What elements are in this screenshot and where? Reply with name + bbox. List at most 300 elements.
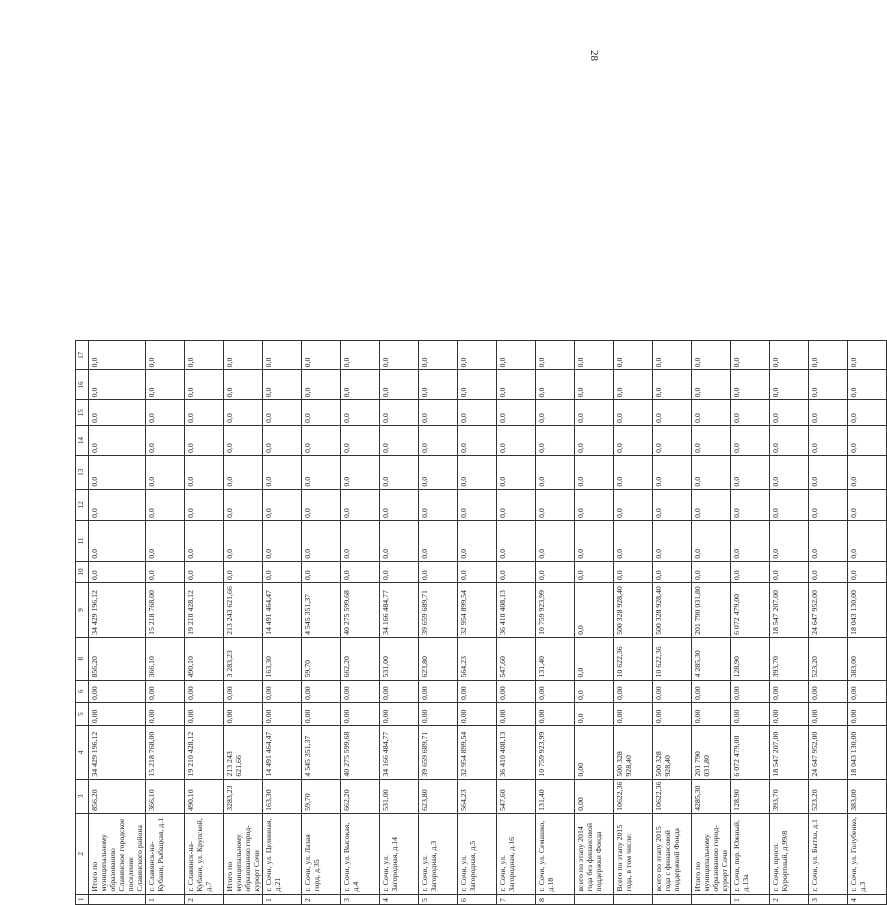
table-cell: 0,0: [575, 341, 614, 370]
table-cell: 4285,30: [692, 779, 731, 813]
table-cell: 0,0: [614, 341, 653, 370]
table-cell: 0,0: [146, 400, 185, 426]
table-cell: 0,0: [224, 489, 263, 520]
header-row: [76, 341, 89, 905]
table-cell: 10 759 923,99: [536, 583, 575, 638]
table-cell: 131,40: [536, 637, 575, 680]
table-cell: 0,0: [614, 521, 653, 562]
table-cell: 662,20: [341, 779, 380, 813]
table-cell: 0,0: [380, 456, 419, 490]
table-cell: 10 622,36: [653, 637, 692, 680]
table-cell: 0,00: [341, 703, 380, 726]
column-number: 16: [76, 370, 89, 400]
table-cell: 19 210 428,12: [185, 583, 224, 638]
table-cell: 523,20: [809, 637, 848, 680]
table-cell: 0,00: [419, 680, 458, 702]
table-cell: 39 659 689,71: [419, 583, 458, 638]
table-cell: 1: [146, 894, 185, 904]
table-cell: 0,0: [809, 521, 848, 562]
table-cell: 0,00: [146, 703, 185, 726]
row-label-cell: всего по этапу 2014 года без финансовой поддержки Фонда: [575, 813, 614, 894]
table-cell: 0,0: [770, 341, 809, 370]
table-cell: 0,0: [89, 521, 146, 562]
table-cell: 0,0: [575, 561, 614, 582]
table-row: [848, 341, 887, 905]
table-cell: 0,0: [341, 400, 380, 426]
table-cell: 213 243 621,66: [224, 583, 263, 638]
table-cell: 39 659 689,71: [419, 726, 458, 779]
table-cell: 0,0: [89, 341, 146, 370]
table-cell: 6: [458, 894, 497, 904]
table-cell: 0,0: [575, 637, 614, 680]
table-cell: 0,00: [458, 680, 497, 702]
table-cell: 0,0: [575, 521, 614, 562]
table-cell: 0,0: [809, 489, 848, 520]
table-cell: [653, 894, 692, 904]
table-cell: 0,00: [146, 680, 185, 702]
table-cell: 36 410 408,13: [497, 583, 536, 638]
table-cell: 2: [770, 894, 809, 904]
table-cell: 500 328 928,40: [653, 583, 692, 638]
table-cell: 0,00: [848, 680, 887, 702]
column-number: 4: [76, 726, 89, 779]
table-cell: 0,0: [89, 561, 146, 582]
table-cell: 366,10: [146, 637, 185, 680]
table-row: [809, 341, 848, 905]
table-cell: 623,80: [419, 779, 458, 813]
table-cell: 0,00: [731, 703, 770, 726]
table-cell: 0,00: [89, 680, 146, 702]
table-cell: 0,0: [497, 341, 536, 370]
table-cell: 0,0: [263, 521, 302, 562]
table-cell: 0,00: [575, 779, 614, 813]
table-cell: 10 759 923,99: [536, 726, 575, 779]
row-label-cell: г. Сочи, ул. Семашко, д.18: [536, 813, 575, 894]
table-cell: 0,0: [302, 456, 341, 490]
table-cell: 0,0: [770, 370, 809, 400]
table-cell: [89, 894, 146, 904]
table-cell: 0,0: [497, 426, 536, 456]
column-number: 11: [76, 521, 89, 562]
table-cell: 0,0: [536, 426, 575, 456]
table-cell: 0,0: [653, 400, 692, 426]
table-row: [575, 341, 614, 905]
table-cell: 0,0: [848, 489, 887, 520]
table-cell: 0,0: [263, 341, 302, 370]
table-cell: 0,0: [692, 456, 731, 490]
table-cell: 0,0: [614, 370, 653, 400]
table-cell: 8: [536, 894, 575, 904]
table-cell: 0,0: [458, 521, 497, 562]
table-cell: 59,70: [302, 637, 341, 680]
table-cell: 0,0: [731, 489, 770, 520]
table-cell: 0,0: [419, 426, 458, 456]
row-label-cell: г. Сочи, ул. Лазая горд, д.35: [302, 813, 341, 894]
table-cell: 383,00: [848, 779, 887, 813]
row-label-cell: всего по этапу 2015 года с финансовой поддержкой Фонда: [653, 813, 692, 894]
table-cell: 34 166 484,77: [380, 726, 419, 779]
table-cell: 0,0: [692, 341, 731, 370]
table-cell: 0,0: [185, 456, 224, 490]
table-cell: 40 275 599,68: [341, 583, 380, 638]
table-cell: 0,0: [614, 456, 653, 490]
table-cell: 0,00: [224, 703, 263, 726]
table-cell: 0,0: [380, 489, 419, 520]
table-cell: 0,00: [575, 726, 614, 779]
table-cell: 0,0: [341, 489, 380, 520]
table-cell: 0,0: [653, 341, 692, 370]
table-row: [263, 341, 302, 905]
table-cell: 0,0: [692, 489, 731, 520]
row-label-cell: г. Сочи, ул. Загородная, д.3: [419, 813, 458, 894]
table-cell: 0,0: [224, 370, 263, 400]
table-cell: 0,0: [731, 521, 770, 562]
table-cell: 1: [731, 894, 770, 904]
row-label-cell: Итого по муниципальному образованию Славянское городское поселение Славянского района: [89, 813, 146, 894]
table-cell: 0,0: [224, 341, 263, 370]
column-number: 13: [76, 456, 89, 490]
table-cell: [575, 894, 614, 904]
row-label-cell: г. Сочи, ул. Голубенко, д.3: [848, 813, 887, 894]
table-cell: 4 285,30: [692, 637, 731, 680]
table-cell: 0,0: [497, 561, 536, 582]
table-cell: 0,0: [263, 370, 302, 400]
column-number: 9: [76, 583, 89, 638]
table-cell: 0,0: [614, 400, 653, 426]
table-cell: 0,0: [770, 426, 809, 456]
rotated-page: [75, 340, 887, 905]
table-cell: 0,00: [380, 680, 419, 702]
table-cell: 0,00: [731, 680, 770, 702]
column-number: 3: [76, 779, 89, 813]
table-cell: 0,0: [536, 400, 575, 426]
table-cell: 0,00: [536, 703, 575, 726]
table-row: [653, 341, 692, 905]
column-number: 1: [76, 894, 89, 904]
table-cell: 4: [380, 894, 419, 904]
table-cell: 0,0: [419, 456, 458, 490]
table-cell: 0,0: [419, 341, 458, 370]
table-cell: 500 328 928,40: [653, 726, 692, 779]
table-cell: [224, 894, 263, 904]
table-row: [770, 341, 809, 905]
table-cell: 0,0: [770, 489, 809, 520]
table-cell: 0,0: [653, 370, 692, 400]
table-cell: 0,0: [263, 400, 302, 426]
table-cell: 547,60: [497, 779, 536, 813]
page-number: 28: [588, 50, 600, 61]
row-label-cell: г. Славянск-на-Кубани, Рыбацкая, д.1: [146, 813, 185, 894]
table-cell: 0,0: [419, 561, 458, 582]
table-cell: 34 429 196,12: [89, 583, 146, 638]
table-cell: 856,20: [89, 637, 146, 680]
table-cell: 0,0: [146, 341, 185, 370]
table-cell: 0,0: [380, 370, 419, 400]
table-cell: 0,0: [302, 561, 341, 582]
table-cell: 0,0: [224, 400, 263, 426]
row-label-cell: г. Сочи, ул. Загородная, д.5: [458, 813, 497, 894]
table-cell: 32 954 899,54: [458, 726, 497, 779]
table-cell: 18 043 130,00: [848, 583, 887, 638]
table-cell: 0,0: [302, 489, 341, 520]
table-cell: 3: [341, 894, 380, 904]
table-cell: 0,00: [89, 703, 146, 726]
table-cell: 4 545 351,37: [302, 583, 341, 638]
table-cell: 490,10: [185, 637, 224, 680]
table-cell: 0,0: [848, 561, 887, 582]
table-cell: 0,0: [89, 456, 146, 490]
table-cell: 0,0: [224, 456, 263, 490]
table-cell: 0,0: [302, 400, 341, 426]
table-cell: 34 429 196,12: [89, 726, 146, 779]
table-cell: 662,20: [341, 637, 380, 680]
table-cell: 0,0: [341, 370, 380, 400]
table-cell: 383,00: [848, 637, 887, 680]
table-cell: 0,0: [809, 456, 848, 490]
table-row: [224, 341, 263, 905]
table-cell: 0,0: [185, 561, 224, 582]
table-cell: 0,00: [653, 680, 692, 702]
table-body: [76, 341, 887, 905]
column-number: 14: [76, 426, 89, 456]
table-cell: 0,0: [653, 561, 692, 582]
table-cell: 0,00: [809, 680, 848, 702]
table-cell: 0,0: [341, 521, 380, 562]
table-cell: 0,0: [692, 426, 731, 456]
table-cell: 0,0: [89, 489, 146, 520]
table-cell: 0,0: [614, 489, 653, 520]
table-cell: 0,0: [185, 400, 224, 426]
table-cell: 0,0: [731, 370, 770, 400]
table-cell: 0,0: [185, 521, 224, 562]
table-cell: 0,0: [146, 426, 185, 456]
table-cell: 0,0: [731, 426, 770, 456]
table-cell: 0,00: [263, 703, 302, 726]
table-cell: 0,0: [419, 521, 458, 562]
table-cell: 0,0: [497, 400, 536, 426]
table-cell: 0,00: [770, 680, 809, 702]
table-cell: 0,0: [809, 370, 848, 400]
table-cell: 0,00: [653, 703, 692, 726]
table-cell: 40 275 599,68: [341, 726, 380, 779]
table-cell: 0,0: [458, 341, 497, 370]
table-cell: 0,0: [497, 456, 536, 490]
table-cell: 15 218 768,00: [146, 583, 185, 638]
table-cell: 34 166 484,77: [380, 583, 419, 638]
table-cell: 0,0: [380, 521, 419, 562]
table-cell: 0,00: [458, 703, 497, 726]
table-cell: 0,00: [848, 703, 887, 726]
table-cell: 0,0: [653, 489, 692, 520]
table-cell: 0,0: [458, 400, 497, 426]
table-cell: 393,70: [770, 637, 809, 680]
table-cell: 0,0: [770, 561, 809, 582]
table-cell: 0,0: [224, 521, 263, 562]
table-row: [89, 341, 146, 905]
table-row: [458, 341, 497, 905]
table-cell: 10 622,36: [614, 637, 653, 680]
table-cell: 0,0: [536, 489, 575, 520]
table-cell: 0,0: [458, 370, 497, 400]
table-cell: 19 210 428,12: [185, 726, 224, 779]
table-cell: 0,0: [89, 370, 146, 400]
table-cell: 0,0: [731, 456, 770, 490]
table-cell: 201 790 031,80: [692, 583, 731, 638]
row-label-cell: Итого по муниципальному образованию город-курорт Сочи: [692, 813, 731, 894]
table-cell: 0,00: [302, 680, 341, 702]
table-cell: 163,30: [263, 637, 302, 680]
table-cell: 0,0: [653, 521, 692, 562]
table-cell: 0,0: [575, 456, 614, 490]
column-number: 8: [76, 637, 89, 680]
table-cell: 564,23: [458, 637, 497, 680]
table-cell: 0,00: [185, 680, 224, 702]
table-row: [185, 341, 224, 905]
column-number: 15: [76, 400, 89, 426]
row-label-cell: г. Сочи, ул. Высокая, д.4: [341, 813, 380, 894]
table-cell: 0,0: [614, 561, 653, 582]
table-cell: 0,0: [848, 456, 887, 490]
table-cell: 0,0: [653, 426, 692, 456]
table-cell: 0,0: [302, 521, 341, 562]
column-number: 2: [76, 813, 89, 894]
table-cell: 0,00: [380, 703, 419, 726]
table-cell: 0,0: [185, 370, 224, 400]
column-number: 12: [76, 489, 89, 520]
table-cell: 0,0: [380, 400, 419, 426]
table-cell: 0,0: [614, 426, 653, 456]
table-cell: 0,0: [224, 426, 263, 456]
table-cell: 0,0: [770, 521, 809, 562]
column-number: 6: [76, 680, 89, 702]
table-cell: 0,0: [458, 426, 497, 456]
table-cell: 0,00: [692, 680, 731, 702]
table-cell: 0,00: [302, 703, 341, 726]
table-cell: 0,0: [497, 521, 536, 562]
table-cell: 564,23: [458, 779, 497, 813]
table-cell: 500 328 928,40: [614, 726, 653, 779]
row-label-cell: Итого по муниципальному образованию город-курорт Сочи: [224, 813, 263, 894]
table-cell: 0,0: [575, 680, 614, 702]
table-cell: 4: [848, 894, 887, 904]
table-cell: 0,0: [89, 400, 146, 426]
table-cell: 0,0: [458, 561, 497, 582]
table-cell: 0,0: [536, 561, 575, 582]
table-cell: 0,0: [536, 521, 575, 562]
table-cell: 0,0: [263, 456, 302, 490]
table-cell: 623,80: [419, 637, 458, 680]
table-cell: 0,00: [263, 680, 302, 702]
table-cell: 500 328 928,40: [614, 583, 653, 638]
table-cell: 0,00: [770, 703, 809, 726]
table-cell: 0,0: [419, 489, 458, 520]
table-cell: 0,0: [419, 370, 458, 400]
table-cell: 0,0: [458, 489, 497, 520]
table-cell: 0,00: [614, 703, 653, 726]
table-row: [536, 341, 575, 905]
table-cell: 2: [302, 894, 341, 904]
row-label-cell: г. Сочи, просп. Курортный, д.99/8: [770, 813, 809, 894]
table-cell: 0,0: [341, 341, 380, 370]
table-cell: 24 647 952,00: [809, 583, 848, 638]
table-cell: 0,0: [380, 561, 419, 582]
table-cell: 6 072 479,00: [731, 583, 770, 638]
column-number: 5: [76, 703, 89, 726]
table-cell: 0,0: [185, 426, 224, 456]
table-cell: 0,00: [341, 680, 380, 702]
table-cell: 0,0: [692, 521, 731, 562]
table-cell: 0,0: [536, 370, 575, 400]
table-cell: 163,30: [263, 779, 302, 813]
table-cell: 0,0: [302, 426, 341, 456]
table-cell: 0,0: [848, 341, 887, 370]
table-cell: 0,0: [185, 341, 224, 370]
table-cell: 523,20: [809, 779, 848, 813]
table-cell: 10622,36: [653, 779, 692, 813]
table-row: [419, 341, 458, 905]
table-cell: 10622,36: [614, 779, 653, 813]
table-row: [146, 341, 185, 905]
table-cell: 0,0: [575, 583, 614, 638]
table-cell: 0,00: [614, 680, 653, 702]
table-cell: 0,0: [341, 426, 380, 456]
table-cell: 201 790 031,80: [692, 726, 731, 779]
column-number: 10: [76, 561, 89, 582]
table-cell: [692, 894, 731, 904]
table-cell: 0,0: [89, 426, 146, 456]
table-cell: 0,0: [380, 426, 419, 456]
table-cell: 14 491 464,47: [263, 726, 302, 779]
table-cell: 0,0: [848, 400, 887, 426]
table-cell: 0,0: [263, 426, 302, 456]
table-cell: 0,0: [263, 561, 302, 582]
table-cell: 0,0: [575, 489, 614, 520]
table-cell: 0,0: [809, 400, 848, 426]
table-cell: 0,0: [692, 561, 731, 582]
table-cell: 15 218 768,00: [146, 726, 185, 779]
table-cell: 0,0: [185, 489, 224, 520]
table-cell: 0,00: [809, 703, 848, 726]
table-cell: 366,10: [146, 779, 185, 813]
table-cell: 3: [809, 894, 848, 904]
table-cell: 213 243 621,66: [224, 726, 263, 779]
row-label-cell: Всего по этапу 2015 года, в том числе:: [614, 813, 653, 894]
row-label-cell: г. Сочи, ул. Загородная, д.16: [497, 813, 536, 894]
table-cell: 0,0: [146, 489, 185, 520]
table-cell: 32 954 899,54: [458, 583, 497, 638]
table-row: [497, 341, 536, 905]
table-cell: 14 491 464,47: [263, 583, 302, 638]
table-cell: 0,0: [419, 400, 458, 426]
table-cell: 3283,23: [224, 779, 263, 813]
table-row: [341, 341, 380, 905]
table-cell: 2: [185, 894, 224, 904]
table-cell: 7: [497, 894, 536, 904]
table-cell: 0,0: [770, 456, 809, 490]
table-cell: 531,00: [380, 637, 419, 680]
table-cell: 0,0: [731, 561, 770, 582]
table-cell: 0,0: [692, 370, 731, 400]
table-row: [614, 341, 653, 905]
table-cell: 0,0: [341, 561, 380, 582]
table-cell: 0,0: [302, 370, 341, 400]
table-cell: 0,0: [809, 561, 848, 582]
table-row: [692, 341, 731, 905]
table-cell: 0,00: [497, 703, 536, 726]
table-cell: 0,00: [419, 703, 458, 726]
table-cell: 0,0: [809, 341, 848, 370]
table-cell: 0,0: [224, 561, 263, 582]
